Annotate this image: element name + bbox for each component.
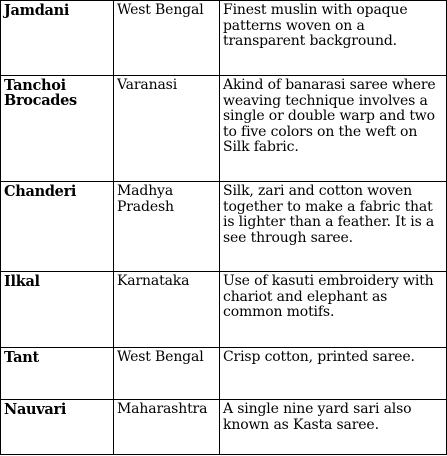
- description-cell: Silk, zari and cotton woven together to make a fabric that is lighter than a feather. It is a see through saree.: [220, 182, 447, 272]
- region-cell: Maharashtra: [114, 400, 220, 455]
- region-cell: Varanasi: [114, 76, 220, 182]
- saree-name-cell: Tanchoi Brocades: [1, 76, 114, 182]
- region-cell: Madhya Pradesh: [114, 182, 220, 272]
- saree-name-cell: Nauvari: [1, 400, 114, 455]
- table-row: [1, 400, 447, 455]
- description-cell: A single nine yard sari also known as Kasta saree.: [220, 400, 447, 455]
- table-row: [1, 272, 447, 348]
- description-cell: Crisp cotton, printed saree.: [220, 348, 447, 400]
- description-cell: Akind of banarasi saree where weaving technique involves a single or double warp and two to five colors on the weft on Silk fabric.: [220, 76, 447, 182]
- region-cell: West Bengal: [114, 1, 220, 76]
- table-row: [1, 76, 447, 182]
- saree-name-cell: Tant: [1, 348, 114, 400]
- region-cell: West Bengal: [114, 348, 220, 400]
- saree-name-cell: Ilkal: [1, 272, 114, 348]
- table-row: [1, 1, 447, 76]
- table-row: [1, 348, 447, 400]
- table-row: [1, 182, 447, 272]
- saree-name-cell: Chanderi: [1, 182, 114, 272]
- region-cell: Karnataka: [114, 272, 220, 348]
- description-cell: Use of kasuti embroidery with chariot and elephant as common motifs.: [220, 272, 447, 348]
- description-cell: Finest muslin with opaque patterns woven on a transparent background.: [220, 1, 447, 76]
- saree-name-cell: Jamdani: [1, 1, 114, 76]
